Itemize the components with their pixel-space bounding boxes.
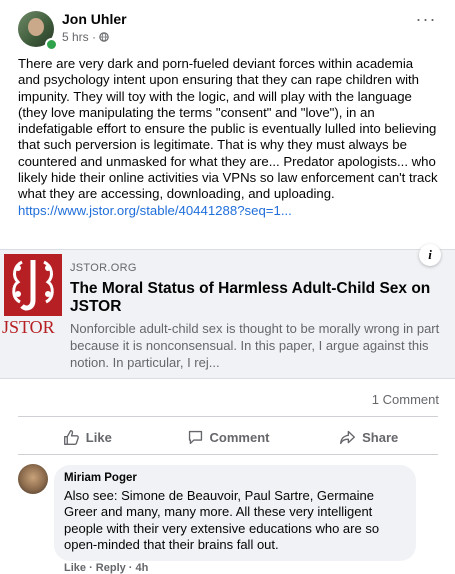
post-actions bbox=[18, 420, 438, 454]
info-button[interactable]: i bbox=[419, 244, 441, 266]
comment-label: Comment bbox=[209, 429, 270, 445]
share-button[interactable] bbox=[299, 420, 438, 454]
comment-bubble bbox=[54, 465, 416, 561]
preview-title[interactable]: The Moral Status of Harmless Adult-Child Sex on JSTOR bbox=[70, 280, 431, 315]
post-meta bbox=[62, 30, 109, 44]
jstor-wordmark: JSTOR bbox=[2, 317, 55, 337]
online-status-dot bbox=[45, 38, 58, 51]
comment-actions[interactable]: Like · Reply · 4h bbox=[64, 562, 149, 574]
preview-description: Nonforcible adult-child sex is thought to be morally wrong in part because it is nonconsensual. In this paper, I argue against this notion. In particular, I rej... bbox=[70, 321, 440, 370]
comment-count[interactable]: 1 Comment bbox=[371, 392, 439, 407]
globe-icon bbox=[99, 32, 109, 42]
post-time[interactable]: 5 hrs · bbox=[62, 30, 97, 44]
comment-item bbox=[18, 464, 438, 574]
post-header bbox=[18, 10, 438, 50]
commenter-avatar[interactable] bbox=[18, 464, 48, 494]
preview-domain: JSTOR.ORG bbox=[70, 262, 137, 274]
like-label: Like bbox=[85, 429, 112, 445]
post-body bbox=[18, 56, 438, 219]
divider bbox=[18, 454, 438, 455]
commenter-name[interactable]: Miriam Poger bbox=[64, 472, 137, 484]
link-preview-card[interactable] bbox=[0, 249, 455, 379]
comment-bubble-icon bbox=[187, 429, 204, 446]
author-name[interactable]: Jon Uhler bbox=[62, 11, 127, 27]
comment-text: Also see: Simone de Beauvoir, Paul Sartre, Germaine Greer and many, many more. All these very intelligent people with their very extensive educations who are so open-minded that their brains fall out. bbox=[64, 488, 380, 552]
thumbs-up-icon bbox=[63, 429, 80, 446]
post-text: There are very dark and porn-fueled deviant forces within academia and psychology intent upon ensuring that they can rape children with impunity. They will toy with the logic, and will play with the language (they love manipulating the terms "consent" and "love"), in an indefatigable effort to ensure the public is eventually lulled into believing that such perversion is legitimate. That is why they must always be countered and unmasked for what they are... Predator apologists... who likely hide their online activities via VPNs so law enforcement can't track what they are accessing, downloading, and uploading. bbox=[18, 56, 438, 202]
like-button[interactable] bbox=[18, 420, 157, 454]
divider bbox=[18, 416, 438, 417]
more-options-button[interactable]: ··· bbox=[415, 9, 437, 29]
share-arrow-icon bbox=[339, 429, 356, 446]
share-label: Share bbox=[362, 429, 399, 445]
comment-button[interactable] bbox=[159, 420, 298, 454]
post-link[interactable]: https://www.jstor.org/stable/40441288?seq=1... bbox=[18, 202, 292, 218]
